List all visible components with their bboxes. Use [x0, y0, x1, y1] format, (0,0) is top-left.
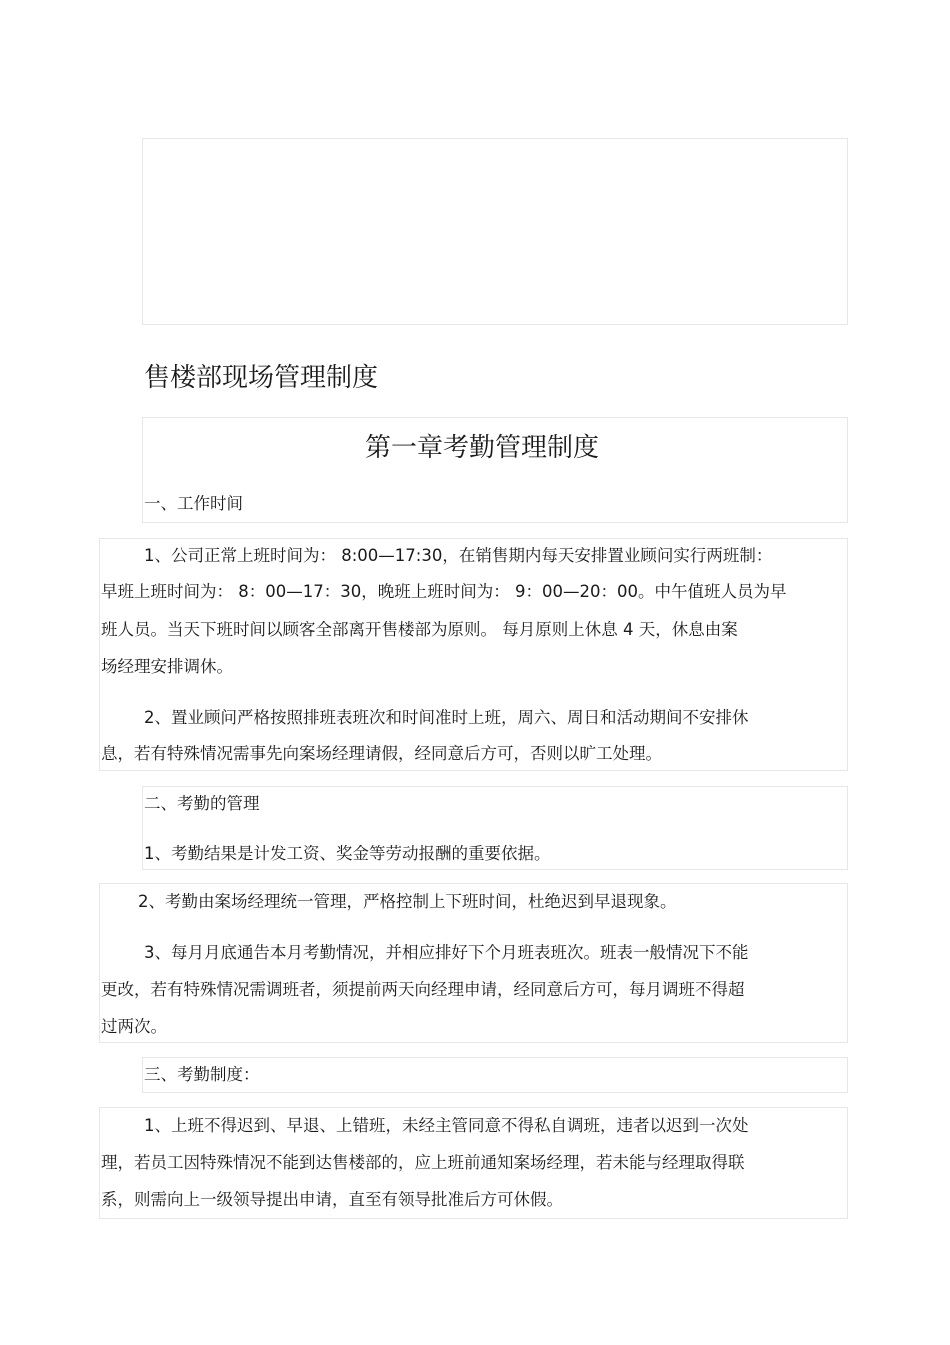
section3-para1-line3: 系，则需向上一级领导提出申请，直至有领导批准后方可休假。 [101, 1190, 563, 1209]
section3-heading: 三、考勤制度： [144, 1065, 260, 1084]
chapter-title: 第一章考勤管理制度 [365, 433, 600, 463]
section2-heading: 二、考勤的管理 [144, 794, 260, 813]
section1-text-frame [99, 538, 848, 771]
section1-para1-line2: 早班上班时间为： 8：00—17：30，晚班上班时间为： 9：00—20：00。中午值班人员为早 [101, 582, 787, 601]
blank-top-frame [142, 138, 848, 325]
section1-heading: 一、工作时间 [144, 494, 243, 513]
page-title: 售楼部现场管理制度 [144, 363, 379, 393]
section1-para1-line1: 1、公司正常上班时间为： 8:00—17:30，在销售期内每天安排置业顾问实行两班制： [144, 546, 773, 565]
section3-para1-line1: 1、上班不得迟到、早退、上错班，未经主管同意不得私自调班，违者以迟到一次处 [144, 1116, 749, 1135]
section1-para1-line3: 班人员。当天下班时间以顾客全部离开售楼部为原则。 每月原则上休息 4 天，休息由案 [101, 620, 738, 639]
section2-para1: 1、考勤结果是计发工资、奖金等劳动报酬的重要依据。 [144, 844, 551, 863]
section1-para1-line4: 场经理安排调休。 [101, 657, 233, 676]
section1-para2-line1: 2、置业顾问严格按照排班表班次和时间准时上班，周六、周日和活动期间不安排休 [144, 708, 749, 727]
section2-para2: 2、考勤由案场经理统一管理，严格控制上下班时间，杜绝迟到早退现象。 [138, 892, 677, 911]
section2-para3-line2: 更改，若有特殊情况需调班者，须提前两天向经理申请，经同意后方可，每月调班不得超 [101, 980, 745, 999]
section2-para3-line1: 3、每月月底通告本月考勤情况，并相应排好下个月班表班次。班表一般情况下不能 [144, 943, 749, 962]
section2-para3-line3: 过两次。 [101, 1017, 167, 1036]
section3-para1-line2: 理，若员工因特殊情况不能到达售楼部的，应上班前通知案场经理，若未能与经理取得联 [101, 1153, 745, 1172]
section1-para2-line2: 息，若有特殊情况需事先向案场经理请假，经同意后方可，否则以旷工处理。 [101, 744, 662, 763]
